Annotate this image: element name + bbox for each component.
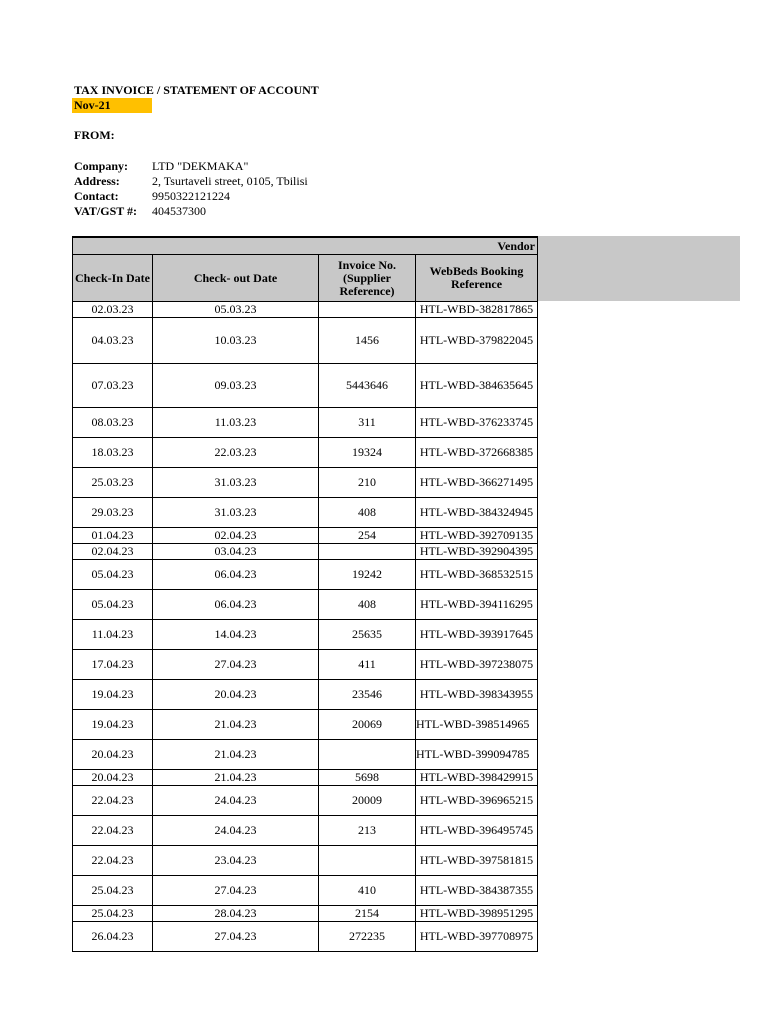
info-value: 2, Tsurtaveli street, 0105, Tbilisi (152, 174, 308, 188)
checkin-cell: 07.03.23 (73, 364, 153, 408)
invoice-cell (319, 846, 416, 876)
booking-ref-cell: HTL-WBD-368532515 (416, 560, 538, 590)
checkin-cell: 25.03.23 (73, 468, 153, 498)
table-row (73, 906, 538, 922)
table-row (73, 786, 538, 816)
vendor-header-row (73, 237, 538, 255)
checkout-cell: 14.04.23 (153, 620, 319, 650)
vendor-header-extension (537, 236, 740, 301)
booking-ref-cell: HTL-WBD-392904395 (416, 544, 538, 560)
checkout-cell: 05.03.23 (153, 302, 319, 318)
checkin-cell: 19.04.23 (73, 680, 153, 710)
info-value: 404537300 (152, 204, 206, 218)
invoice-cell: 20009 (319, 786, 416, 816)
booking-ref-cell: HTL-WBD-398343955 (416, 680, 538, 710)
info-row-address (74, 174, 308, 189)
invoice-cell: 410 (319, 876, 416, 906)
vendor-label: Vendor (73, 237, 538, 255)
checkout-cell: 27.04.23 (153, 922, 319, 952)
checkin-cell: 29.03.23 (73, 498, 153, 528)
invoice-cell: 25635 (319, 620, 416, 650)
invoice-cell: 408 (319, 590, 416, 620)
checkin-cell: 22.04.23 (73, 786, 153, 816)
table-row (73, 620, 538, 650)
checkout-cell: 28.04.23 (153, 906, 319, 922)
info-value: LTD "DEKMAKA" (152, 159, 249, 173)
checkin-cell: 11.04.23 (73, 620, 153, 650)
booking-ref-cell: HTL-WBD-384387355 (416, 876, 538, 906)
table-row (73, 680, 538, 710)
booking-ref-cell: HTL-WBD-397708975 (416, 922, 538, 952)
invoice-cell: 19242 (319, 560, 416, 590)
info-row-vat (74, 204, 308, 219)
from-label: FROM: (74, 128, 115, 142)
checkin-cell: 01.04.23 (73, 528, 153, 544)
checkin-cell: 26.04.23 (73, 922, 153, 952)
checkout-cell: 03.04.23 (153, 544, 319, 560)
info-row-contact (74, 189, 308, 204)
invoice-cell: 213 (319, 816, 416, 846)
checkin-cell: 22.04.23 (73, 816, 153, 846)
booking-ref-cell: HTL-WBD-376233745 (416, 408, 538, 438)
invoice-cell (319, 302, 416, 318)
checkin-cell: 17.04.23 (73, 650, 153, 680)
checkout-cell: 31.03.23 (153, 498, 319, 528)
booking-ref-cell: HTL-WBD-397581815 (416, 846, 538, 876)
checkout-cell: 10.03.23 (153, 318, 319, 364)
table-row (73, 438, 538, 468)
invoice-cell: 5698 (319, 770, 416, 786)
table-row (73, 922, 538, 952)
booking-ref-cell: HTL-WBD-398429915 (416, 770, 538, 786)
invoice-cell: 272235 (319, 922, 416, 952)
info-label: Address: (74, 174, 120, 188)
booking-ref-cell: HTL-WBD-382817865 (416, 302, 538, 318)
checkin-cell: 02.03.23 (73, 302, 153, 318)
invoice-cell: 254 (319, 528, 416, 544)
checkout-cell: 22.03.23 (153, 438, 319, 468)
column-header-checkin: Check-In Date (73, 255, 153, 302)
checkin-cell: 02.04.23 (73, 544, 153, 560)
booking-ref-cell: HTL-WBD-393917645 (416, 620, 538, 650)
info-row-company (74, 159, 308, 174)
checkin-cell: 19.04.23 (73, 710, 153, 740)
table-row (73, 528, 538, 544)
checkout-cell: 23.04.23 (153, 846, 319, 876)
invoice-cell: 311 (319, 408, 416, 438)
table-row (73, 468, 538, 498)
invoice-cell: 411 (319, 650, 416, 680)
invoice-cell (319, 740, 416, 770)
checkout-cell: 09.03.23 (153, 364, 319, 408)
checkin-cell: 18.03.23 (73, 438, 153, 468)
booking-ref-cell: HTL-WBD-399094785 (416, 740, 538, 770)
checkout-cell: 20.04.23 (153, 680, 319, 710)
booking-ref-cell: HTL-WBD-396495745 (416, 816, 538, 846)
checkin-cell: 05.04.23 (73, 560, 153, 590)
checkout-cell: 06.04.23 (153, 560, 319, 590)
booking-ref-cell: HTL-WBD-372668385 (416, 438, 538, 468)
booking-ref-cell: HTL-WBD-392709135 (416, 528, 538, 544)
checkin-cell: 05.04.23 (73, 590, 153, 620)
checkout-cell: 21.04.23 (153, 710, 319, 740)
invoice-cell: 5443646 (319, 364, 416, 408)
table-row (73, 318, 538, 364)
info-value: 9950322121224 (152, 189, 230, 203)
booking-ref-cell: HTL-WBD-398951295 (416, 906, 538, 922)
checkin-cell: 25.04.23 (73, 906, 153, 922)
booking-ref-cell: HTL-WBD-394116295 (416, 590, 538, 620)
info-label: Company: (74, 159, 129, 173)
invoice-cell: 23546 (319, 680, 416, 710)
booking-ref-cell: HTL-WBD-366271495 (416, 468, 538, 498)
checkout-cell: 27.04.23 (153, 650, 319, 680)
table-row (73, 364, 538, 408)
table-row (73, 876, 538, 906)
checkout-cell: 27.04.23 (153, 876, 319, 906)
info-label: VAT/GST #: (74, 204, 138, 218)
column-header-invoice: Invoice No. (Supplier Reference) (319, 255, 416, 302)
checkin-cell: 25.04.23 (73, 876, 153, 906)
invoice-cell: 1456 (319, 318, 416, 364)
invoice-cell: 408 (319, 498, 416, 528)
column-header-checkout: Check- out Date (153, 255, 319, 302)
bookings-table (72, 236, 538, 952)
invoice-cell: 210 (319, 468, 416, 498)
checkout-cell: 11.03.23 (153, 408, 319, 438)
invoice-cell: 19324 (319, 438, 416, 468)
table-row (73, 544, 538, 560)
table-row (73, 302, 538, 318)
checkout-cell: 24.04.23 (153, 816, 319, 846)
checkout-cell: 21.04.23 (153, 770, 319, 786)
table-row (73, 560, 538, 590)
period-highlight: Nov-21 (72, 98, 152, 113)
table-row (73, 650, 538, 680)
table-row (73, 816, 538, 846)
checkin-cell: 20.04.23 (73, 740, 153, 770)
booking-ref-cell: HTL-WBD-384635645 (416, 364, 538, 408)
checkout-cell: 21.04.23 (153, 740, 319, 770)
column-header-booking-ref: WebBeds Booking Reference (416, 255, 538, 302)
booking-ref-cell: HTL-WBD-379822045 (416, 318, 538, 364)
booking-ref-cell: HTL-WBD-396965215 (416, 786, 538, 816)
booking-ref-cell: HTL-WBD-397238075 (416, 650, 538, 680)
supplier-info (74, 159, 308, 219)
booking-ref-cell: HTL-WBD-384324945 (416, 498, 538, 528)
info-label: Contact: (74, 189, 119, 203)
checkin-cell: 22.04.23 (73, 846, 153, 876)
table-row (73, 846, 538, 876)
invoice-cell: 20069 (319, 710, 416, 740)
table-row (73, 770, 538, 786)
table-row (73, 498, 538, 528)
checkin-cell: 04.03.23 (73, 318, 153, 364)
checkin-cell: 08.03.23 (73, 408, 153, 438)
invoice-cell: 2154 (319, 906, 416, 922)
booking-ref-cell: HTL-WBD-398514965 (416, 710, 538, 740)
checkout-cell: 02.04.23 (153, 528, 319, 544)
invoice-cell (319, 544, 416, 560)
checkout-cell: 31.03.23 (153, 468, 319, 498)
column-header-row (73, 255, 538, 302)
checkout-cell: 24.04.23 (153, 786, 319, 816)
checkout-cell: 06.04.23 (153, 590, 319, 620)
table-row (73, 590, 538, 620)
checkin-cell: 20.04.23 (73, 770, 153, 786)
document-title: TAX INVOICE / STATEMENT OF ACCOUNT (74, 83, 319, 97)
table-row (73, 740, 538, 770)
table-row (73, 710, 538, 740)
table-row (73, 408, 538, 438)
